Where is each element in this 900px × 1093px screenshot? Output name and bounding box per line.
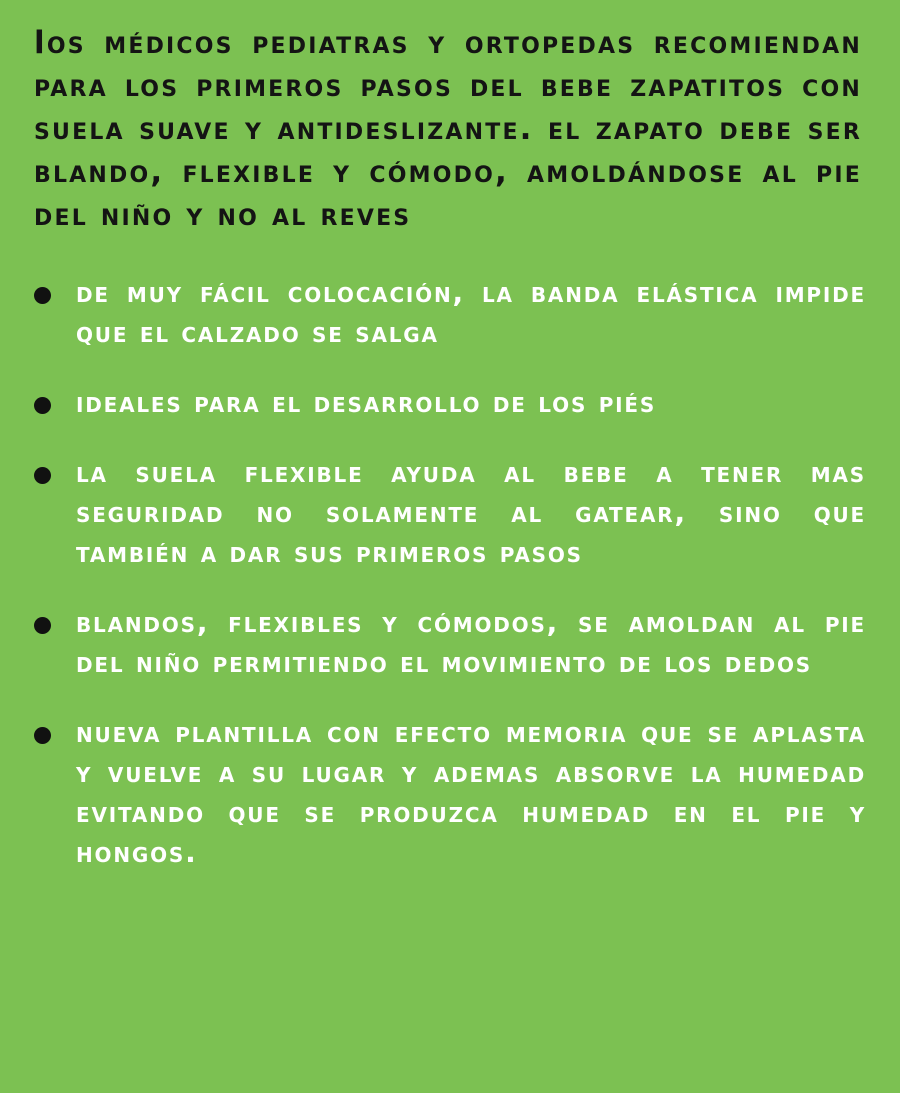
feature-list [34, 273, 866, 873]
list-item-label: blandos, flexibles y cómodos, se amoldan al pie del niño permitiendo el movimiento de los dedos [76, 606, 866, 679]
list-item [34, 713, 866, 873]
bullet-dot-icon [34, 287, 51, 304]
list-item [34, 383, 866, 423]
list-item-label: ideales para el desarrollo de los piés [76, 386, 657, 419]
bullet-dot-icon [34, 617, 51, 634]
bullet-dot-icon [34, 467, 51, 484]
list-item [34, 453, 866, 573]
list-item-label: la suela flexible ayuda al bebe a tener mas seguridad no solamente al gatear, sino que también a dar sus primeros pasos [76, 456, 866, 569]
list-item [34, 273, 866, 353]
list-item [34, 603, 866, 683]
bullet-dot-icon [34, 727, 51, 744]
intro-paragraph: los médicos pediatras y ortopedas recomiendan para los primeros pasos del bebe zapatitos con suela suave y antideslizante. el zapato debe ser blando, flexible y cómodo, amoldándose al pie del niño y no al reves [34, 25, 862, 233]
list-item-label: de muy fácil colocación, la banda elástica impide que el calzado se salga [76, 276, 866, 349]
bullet-dot-icon [34, 397, 51, 414]
list-item-label: nueva plantilla con efecto memoria que se aplasta y vuelve a su lugar y ademas absorve la humedad evitando que se produzca humedad en el pie y hongos. [76, 716, 866, 869]
